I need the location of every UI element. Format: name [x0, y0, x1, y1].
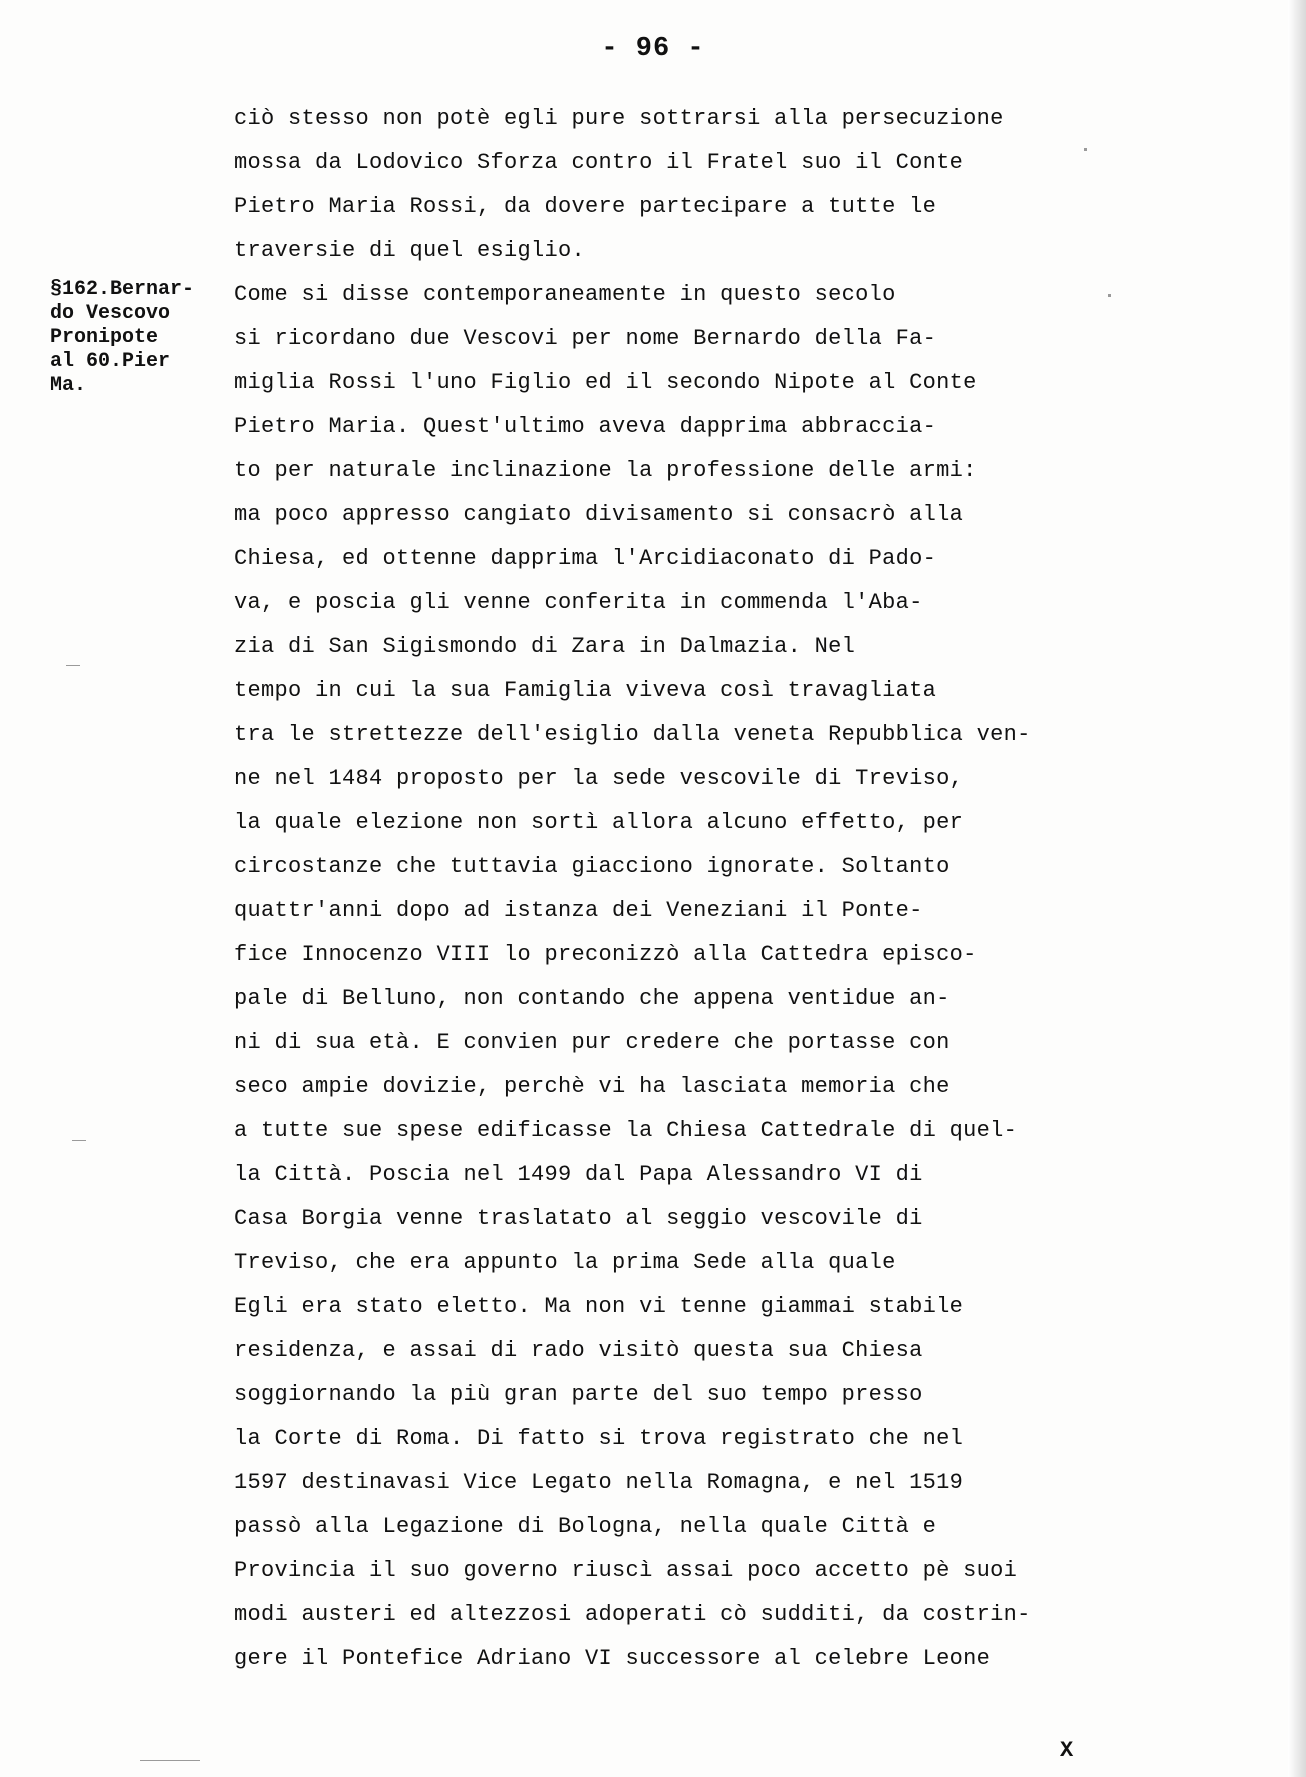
text-line: Come si disse contemporaneamente in questo secolo	[234, 282, 896, 307]
text-line: a tutte sue spese edificasse la Chiesa Cattedrale di quel-	[234, 1118, 1018, 1143]
text-line: traversie di quel esiglio.	[234, 238, 586, 263]
text-line: Treviso, che era appunto la prima Sede alla quale	[234, 1250, 896, 1275]
text-line: seco ampie dovizie, perchè vi ha lasciata memoria che	[234, 1074, 950, 1099]
text-line: si ricordano due Vescovi per nome Bernardo della Fa-	[234, 326, 937, 351]
text-line: Pietro Maria Rossi, da dovere partecipare a tutte le	[234, 194, 937, 219]
text-line: Chiesa, ed ottenne dapprima l'Arcidiaconato di Pado-	[234, 546, 937, 571]
text-line: soggiornando la più gran parte del suo tempo presso	[234, 1382, 923, 1407]
margin-note	[50, 278, 240, 398]
margin-note-line: al 60.Pier	[50, 350, 171, 373]
text-line: gere il Pontefice Adriano VI successore al celebre Leone	[234, 1646, 991, 1671]
text-line: modi austeri ed altezzosi adoperati cò sudditi, da costrin-	[234, 1602, 1031, 1627]
scan-edge	[1288, 0, 1306, 1777]
page-number: - 96 -	[601, 34, 705, 64]
text-line: circostanze che tuttavia giacciono ignorate. Soltanto	[234, 854, 950, 879]
text-line: quattr'anni dopo ad istanza dei Veneziani il Ponte-	[234, 898, 923, 923]
margin-note-line: Pronipote	[50, 326, 159, 349]
text-line: passò alla Legazione di Bologna, nella quale Città e	[234, 1514, 937, 1539]
text-line: la Corte di Roma. Di fatto si trova registrato che nel	[234, 1426, 964, 1451]
body-text	[234, 97, 1134, 1681]
text-line: fice Innocenzo VIII lo preconizzò alla Cattedra episco-	[234, 942, 977, 967]
text-line: Casa Borgia venne traslatato al seggio vescovile di	[234, 1206, 923, 1231]
text-line: la quale elezione non sortì allora alcuno effetto, per	[234, 810, 964, 835]
scan-speck	[72, 1140, 86, 1141]
text-line: ni di sua età. E convien pur credere che portasse con	[234, 1030, 950, 1055]
text-line: la Città. Poscia nel 1499 dal Papa Alessandro VI di	[234, 1162, 923, 1187]
text-line: Provincia il suo governo riuscì assai poco accetto pè suoi	[234, 1558, 1018, 1583]
scan-speck	[66, 665, 80, 666]
text-line: to per naturale inclinazione la professione delle armi:	[234, 458, 977, 483]
scan-speck	[140, 1760, 200, 1761]
text-line: 1597 destinavasi Vice Legato nella Romagna, e nel 1519	[234, 1470, 964, 1495]
text-line: zia di San Sigismondo di Zara in Dalmazia. Nel	[234, 634, 856, 659]
scan-speck	[1084, 148, 1087, 151]
text-line: Pietro Maria. Quest'ultimo aveva dapprima abbraccia-	[234, 414, 937, 439]
scan-speck	[1108, 294, 1111, 297]
margin-note-line: Ma.	[50, 374, 87, 397]
margin-note-line: do Vescovo	[50, 302, 171, 325]
text-line: ne nel 1484 proposto per la sede vescovile di Treviso,	[234, 766, 964, 791]
text-line: Egli era stato eletto. Ma non vi tenne giammai stabile	[234, 1294, 964, 1319]
catchword: X	[1060, 1738, 1074, 1763]
text-line: pale di Belluno, non contando che appena ventidue an-	[234, 986, 950, 1011]
text-line: ma poco appresso cangiato divisamento si consacrò alla	[234, 502, 964, 527]
text-line: residenza, e assai di rado visitò questa sua Chiesa	[234, 1338, 923, 1363]
margin-note-line: §162.Bernar-	[50, 278, 195, 301]
text-line: ciò stesso non potè egli pure sottrarsi alla persecuzione	[234, 106, 1004, 131]
text-line: mossa da Lodovico Sforza contro il Fratel suo il Conte	[234, 150, 964, 175]
text-line: va, e poscia gli venne conferita in commenda l'Aba-	[234, 590, 923, 615]
text-line: tra le strettezze dell'esiglio dalla veneta Repubblica ven-	[234, 722, 1031, 747]
text-line: miglia Rossi l'uno Figlio ed il secondo Nipote al Conte	[234, 370, 977, 395]
text-line: tempo in cui la sua Famiglia viveva così travagliata	[234, 678, 937, 703]
